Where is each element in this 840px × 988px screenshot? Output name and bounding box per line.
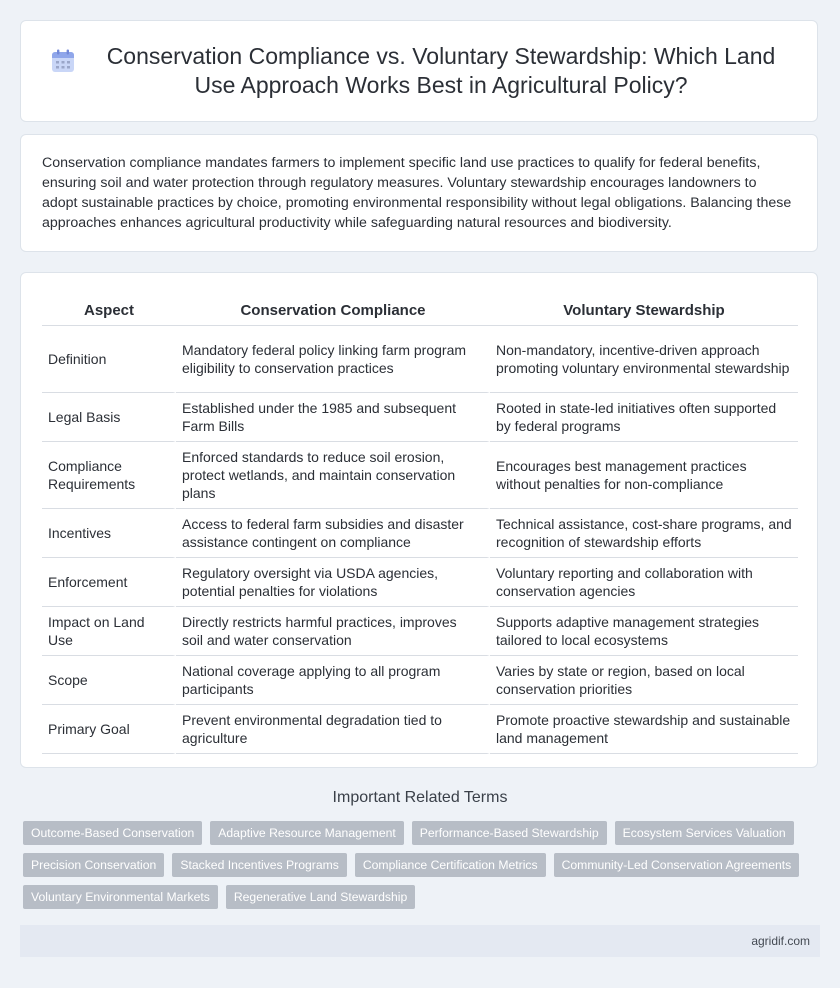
row-aspect: Primary Goal xyxy=(42,705,176,754)
row-stewardship-cell: Encourages best management practices without penalties for non-compliance xyxy=(490,442,798,509)
page-title: Conservation Compliance vs. Voluntary Stewardship: Which Land Use Approach Works Best in Agricultural Policy? xyxy=(106,43,776,98)
related-term-tag[interactable]: Precision Conservation xyxy=(23,853,164,877)
row-stewardship-cell: Non-mandatory, incentive-driven approach promoting voluntary environmental stewardship xyxy=(490,326,798,393)
related-term-tag[interactable]: Regenerative Land Stewardship xyxy=(226,885,415,909)
table-row xyxy=(42,607,798,656)
related-term-tag[interactable]: Performance-Based Stewardship xyxy=(412,821,607,845)
table-row xyxy=(42,509,798,558)
comparison-card xyxy=(20,272,818,768)
column-header-conservation-compliance: Conservation Compliance xyxy=(176,293,490,326)
related-term-tag[interactable]: Community-Led Conservation Agreements xyxy=(554,853,800,877)
related-term-tag[interactable]: Outcome-Based Conservation xyxy=(23,821,202,845)
table-row xyxy=(42,705,798,754)
related-term-tag[interactable]: Stacked Incentives Programs xyxy=(172,853,347,877)
related-term-tag[interactable]: Adaptive Resource Management xyxy=(210,821,404,845)
row-aspect: Definition xyxy=(42,326,176,393)
table-row xyxy=(42,442,798,509)
table-header-row xyxy=(42,293,798,326)
row-aspect: Impact on Land Use xyxy=(42,607,176,656)
row-stewardship-cell: Supports adaptive management strategies tailored to local ecosystems xyxy=(490,607,798,656)
row-compliance-cell: Directly restricts harmful practices, improves soil and water conservation xyxy=(176,607,490,656)
row-aspect: Compliance Requirements xyxy=(42,442,176,509)
row-aspect: Enforcement xyxy=(42,558,176,607)
header-card xyxy=(20,20,818,122)
related-term-tag[interactable]: Compliance Certification Metrics xyxy=(355,853,546,877)
row-compliance-cell: Mandatory federal policy linking farm program eligibility to conservation practices xyxy=(176,326,490,393)
intro-card xyxy=(20,134,818,252)
row-compliance-cell: Regulatory oversight via USDA agencies, potential penalties for violations xyxy=(176,558,490,607)
footer-bar xyxy=(20,925,820,957)
column-header-voluntary-stewardship: Voluntary Stewardship xyxy=(490,293,798,326)
row-stewardship-cell: Varies by state or region, based on local conservation priorities xyxy=(490,656,798,705)
row-stewardship-cell: Promote proactive stewardship and sustainable land management xyxy=(490,705,798,754)
row-aspect: Legal Basis xyxy=(42,393,176,442)
related-term-tag[interactable]: Voluntary Environmental Markets xyxy=(23,885,218,909)
row-compliance-cell: Access to federal farm subsidies and disaster assistance contingent on compliance xyxy=(176,509,490,558)
row-aspect: Scope xyxy=(42,656,176,705)
intro-paragraph: Conservation compliance mandates farmers to implement specific land use practices to qualify for federal benefits, ensuring soil and water protection through regulatory measures. Voluntary stewardship encourages landowners to adopt sustainable practices by choice, promoting environmental responsibility without legal obligations. Balancing these approaches enhances agricultural productivity while safeguarding natural resources and biodiversity. xyxy=(42,155,792,231)
table-row xyxy=(42,393,798,442)
calendar-icon xyxy=(51,49,75,73)
table-row xyxy=(42,558,798,607)
row-compliance-cell: Established under the 1985 and subsequent Farm Bills xyxy=(176,393,490,442)
row-stewardship-cell: Technical assistance, cost-share programs, and recognition of stewardship efforts xyxy=(490,509,798,558)
table-row xyxy=(42,656,798,705)
related-terms-heading: Important Related Terms xyxy=(332,789,508,806)
row-compliance-cell: Prevent environmental degradation tied to agriculture xyxy=(176,705,490,754)
comparison-table xyxy=(42,293,798,754)
row-aspect: Incentives xyxy=(42,509,176,558)
column-header-aspect: Aspect xyxy=(42,293,176,326)
related-term-tag[interactable]: Ecosystem Services Valuation xyxy=(615,821,794,845)
table-row xyxy=(42,326,798,393)
row-compliance-cell: Enforced standards to reduce soil erosion, protect wetlands, and maintain conservation plans xyxy=(176,442,490,509)
row-stewardship-cell: Rooted in state-led initiatives often supported by federal programs xyxy=(490,393,798,442)
row-stewardship-cell: Voluntary reporting and collaboration with conservation agencies xyxy=(490,558,798,607)
footer-site-link[interactable]: agridif.com xyxy=(751,934,810,948)
row-compliance-cell: National coverage applying to all program participants xyxy=(176,656,490,705)
related-terms-list xyxy=(23,821,823,917)
